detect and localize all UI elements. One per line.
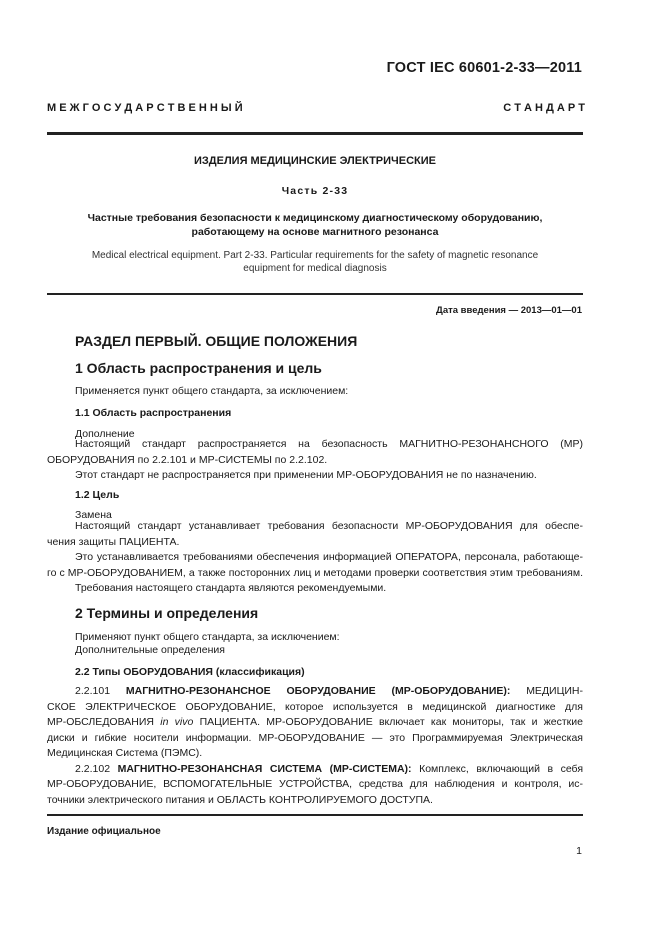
section-2-text-1: Применяют пункт общего стандарта, за исключением:	[75, 631, 340, 643]
definition-line: Медицинская Система (ПЭМС).	[47, 747, 203, 759]
definition-2-2-101	[47, 684, 583, 808]
subtitle-line-2: работающему на основе магнитного резонанса	[191, 226, 439, 238]
paragraph-line: ОБОРУДОВАНИЯ по 2.2.101 и МР-СИСТЕМЫ по 2.2.102.	[47, 453, 328, 466]
clause-1-text: Применяется пункт общего стандарта, за исключением:	[75, 385, 349, 397]
subclause-1-2-heading: 1.2 Цель	[75, 489, 120, 501]
definition-term: МАГНИТНО-РЕЗОНАНСНОЕ ОБОРУДОВАНИЕ (МР-ОБОРУДОВАНИЕ):	[125, 685, 511, 697]
paragraph-line: Это устанавливается требованиями обеспечения информацией ОПЕРАТОРА, персонала, работающе-	[75, 551, 583, 563]
definition-italic-text: in vivo	[160, 716, 194, 728]
page-number: 1	[576, 845, 582, 857]
banner-left: М Е Ж Г О С У Д А Р С Т В Е Н Н Ы Й	[47, 102, 243, 114]
subtitle-line-1: Частные требования безопасности к медицинскому диагностическому оборудованию,	[87, 212, 543, 224]
banner-right: С Т А Н Д А Р Т	[503, 102, 585, 114]
title-rule	[47, 293, 583, 295]
intro-date: Дата введения — 2013—01—01	[436, 305, 582, 316]
definition-text: Комплекс, включающий в себя	[419, 762, 584, 775]
section-2-text-2: Дополнительные определения	[75, 644, 225, 656]
footer-rule	[47, 814, 583, 816]
subclause-1-1-heading: 1.1 Область распространения	[75, 407, 232, 419]
english-title	[47, 249, 583, 275]
definition-line: МР-ОБОРУДОВАНИЕ, ВСПОМОГАТЕЛЬНЫЕ УСТРОЙСТВА, средства для наблюдения и контроля, ис-	[47, 778, 583, 790]
definition-number: 2.2.102	[75, 762, 111, 775]
definition-line: диски и гибкие носители информации. МР-ОБОРУДОВАНИЕ — это Программируемая Электрическая	[47, 731, 583, 744]
definition-line	[47, 762, 583, 778]
document-title: ИЗДЕЛИЯ МЕДИЦИНСКИЕ ЭЛЕКТРИЧЕСКИЕ	[193, 155, 437, 167]
paragraph-line: Требования настоящего стандарта являются рекомендуемыми.	[75, 582, 387, 594]
official-edition-label: Издание официальное	[47, 826, 161, 837]
definition-text: МЕДИЦИН-	[526, 685, 583, 697]
paragraph-line: Настоящий стандарт устанавливает требования безопасности МР-ОБОРУДОВАНИЯ для обеспе-	[75, 520, 583, 532]
paragraph-line: чения защиты ПАЦИЕНТА.	[47, 535, 180, 548]
definition-term: МАГНИТНО-РЕЗОНАНСНАЯ СИСТЕМА (МР-СИСТЕМА):	[117, 762, 412, 775]
document-part: Часть 2-33	[281, 185, 349, 197]
document-number: ГОСТ IEC 60601-2-33—2011	[386, 60, 582, 76]
header-rule	[47, 132, 583, 135]
definition-text: ПАЦИЕНТА. МР-ОБОРУДОВАНИЕ включает как мониторы, так и жесткие	[199, 716, 583, 728]
subclause-1-1-label: Дополнение	[75, 428, 135, 440]
definition-line	[47, 684, 583, 700]
paragraph-line: Настоящий стандарт распространяется на безопасность МАГНИТНО-РЕЗОНАНСНОГО (МР)	[75, 438, 583, 450]
english-line-1: Medical electrical equipment. Part 2-33. Particular requirements for the safety of magnetic resonance	[91, 250, 539, 261]
paragraph-line: го с МР-ОБОРУДОВАНИЕМ, а также посторонних лиц и методами проверки соответствия этим требованиям.	[47, 566, 583, 579]
definition-line: точники электрического питания и ОБЛАСТЬ КОНТРОЛИРУЕМОГО ДОСТУПА.	[47, 793, 433, 806]
section-2-heading: 2 Термины и определения	[75, 605, 259, 621]
clause-1-heading: 1 Область распространения и цель	[75, 360, 322, 376]
english-line-2: equipment for medical diagnosis	[243, 263, 387, 274]
definition-line	[47, 715, 583, 731]
definition-line: СКОЕ ЭЛЕКТРИЧЕСКОЕ ОБОРУДОВАНИЕ, которое используется в медицинской диагностике для	[47, 700, 583, 713]
subclause-1-2-label: Замена	[75, 509, 112, 521]
document-subtitle	[47, 211, 583, 239]
standard-banner	[47, 102, 585, 114]
paragraph-line: Этот стандарт не распространяется при применении МР-ОБОРУДОВАНИЯ не по назначению.	[75, 469, 537, 481]
subclause-2-2-heading: 2.2 Типы ОБОРУДОВАНИЯ (классификация)	[75, 666, 305, 678]
definition-number: 2.2.101	[75, 685, 111, 697]
section-1-heading: РАЗДЕЛ ПЕРВЫЙ. ОБЩИЕ ПОЛОЖЕНИЯ	[75, 333, 358, 349]
subclause-1-1-paragraph	[47, 437, 583, 484]
definition-text: МР-ОБСЛЕДОВАНИЯ	[47, 716, 154, 728]
subclause-1-2-paragraph	[47, 519, 583, 597]
